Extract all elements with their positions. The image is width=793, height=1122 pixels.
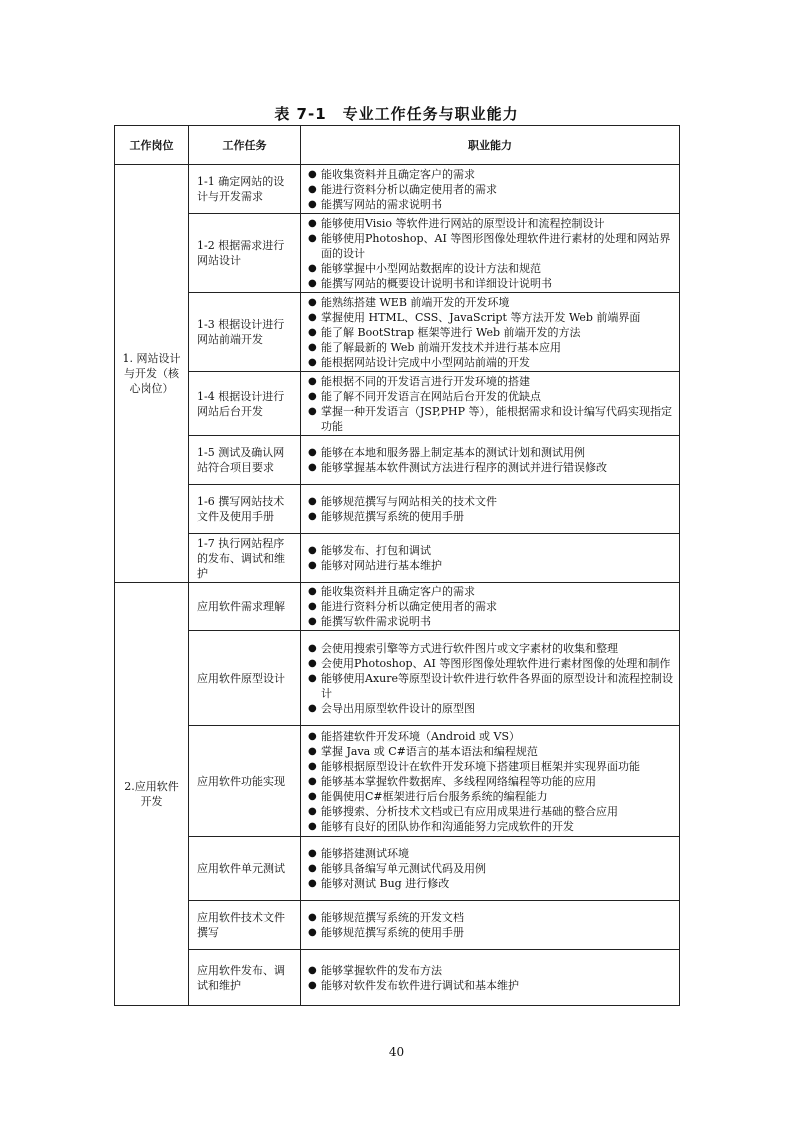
ability-cell — [301, 485, 680, 534]
ability-item — [307, 310, 675, 325]
ability-list — [307, 641, 675, 716]
bullet-icon: ● — [308, 964, 317, 976]
ability-text: 能够使用Visio 等软件进行网站的原型设计和流程控制设计 — [321, 216, 605, 230]
ability-item — [307, 876, 675, 891]
table-row — [115, 631, 680, 726]
table-row — [115, 485, 680, 534]
ability-list — [307, 543, 675, 573]
table-row — [115, 372, 680, 436]
ability-item — [307, 295, 675, 310]
ability-text: 能熟练搭建 WEB 前端开发的开发环境 — [321, 295, 510, 309]
ability-item — [307, 963, 675, 978]
bullet-icon: ● — [308, 511, 317, 522]
job-post-cell: 1. 网站设计与开发（核心岗位） — [115, 165, 189, 583]
ability-cell — [301, 950, 680, 1006]
ability-item — [307, 861, 675, 876]
ability-list — [307, 584, 675, 629]
ability-item — [307, 614, 675, 629]
ability-cell — [301, 372, 680, 436]
ability-list — [307, 963, 675, 993]
ability-text: 能够在本地和服务器上制定基本的测试计划和测试用例 — [321, 446, 585, 459]
ability-text: 会使用Photoshop、AI 等图形图像处理软件进行素材图像的处理和制作 — [321, 656, 671, 670]
bullet-icon: ● — [308, 805, 317, 817]
ability-text: 能够根据原型设计在软件开发环境下搭建项目框架并实现界面功能 — [321, 759, 640, 773]
ability-item — [307, 340, 675, 355]
ability-text: 掌握使用 HTML、CSS、JavaScript 等方法开发 Web 前端界面 — [321, 310, 641, 324]
bullet-icon: ● — [308, 462, 317, 473]
table-row — [115, 726, 680, 837]
ability-item — [307, 325, 675, 340]
ability-cell — [301, 165, 680, 214]
ability-text: 能够基本掌握软件数据库、多线程网络编程等功能的应用 — [321, 774, 596, 788]
table-header-row — [115, 126, 680, 165]
table-row — [115, 950, 680, 1006]
ability-text: 能进行资料分析以确定使用者的需求 — [321, 182, 497, 196]
bullet-icon: ● — [308, 341, 317, 353]
ability-text: 能够对网站进行基本维护 — [321, 559, 442, 572]
bullet-icon: ● — [308, 198, 317, 210]
table-row — [115, 534, 680, 583]
ability-item — [307, 910, 675, 925]
ability-item — [307, 231, 675, 261]
ability-text: 会导出用原型软件设计的原型图 — [321, 701, 475, 715]
ability-item — [307, 774, 675, 789]
bullet-icon: ● — [308, 545, 317, 556]
work-task-cell: 应用软件原型设计 — [189, 631, 301, 726]
bullet-icon: ● — [308, 296, 317, 308]
ability-text: 会使用搜索引擎等方式进行软件图片或文字素材的收集和整理 — [321, 641, 618, 655]
ability-item — [307, 389, 675, 404]
ability-item — [307, 584, 675, 599]
work-task-cell: 应用软件发布、调试和维护 — [189, 950, 301, 1006]
ability-item — [307, 404, 675, 434]
work-task-cell: 应用软件需求理解 — [189, 583, 301, 631]
ability-item — [307, 804, 675, 819]
bullet-icon: ● — [308, 217, 317, 229]
ability-item — [307, 978, 675, 993]
ability-list — [307, 295, 675, 370]
bullet-icon: ● — [308, 927, 317, 938]
ability-item — [307, 744, 675, 759]
header-post: 工作岗位 — [115, 126, 189, 165]
ability-text: 能了解不同开发语言在网站后台开发的优缺点 — [321, 389, 541, 403]
work-task-cell: 应用软件功能实现 — [189, 726, 301, 837]
bullet-icon: ● — [308, 642, 317, 654]
bullet-icon: ● — [308, 390, 317, 402]
table-row — [115, 436, 680, 485]
ability-text: 能撰写网站的概要设计说明书和详细设计说明书 — [321, 276, 552, 290]
ability-text: 能够规范撰写与网站相关的技术文件 — [321, 495, 497, 508]
work-task-cell: 1-2 根据需求进行网站设计 — [189, 214, 301, 293]
bullet-icon: ● — [308, 586, 317, 597]
ability-item — [307, 261, 675, 276]
bullet-icon: ● — [308, 262, 317, 274]
ability-text: 能够对测试 Bug 进行修改 — [321, 877, 450, 890]
ability-text: 能够规范撰写系统的开发文档 — [321, 911, 464, 924]
ability-item — [307, 671, 675, 701]
ability-text: 掌握 Java 或 C#语言的基本语法和编程规范 — [321, 744, 538, 758]
ability-item — [307, 543, 675, 558]
page-number: 40 — [388, 1045, 405, 1059]
bullet-icon: ● — [308, 672, 317, 684]
ability-item — [307, 558, 675, 573]
bullet-icon: ● — [308, 311, 317, 323]
bullet-icon: ● — [308, 820, 317, 832]
ability-text: 能够使用Axure等原型设计软件进行软件各界面的原型设计和流程控制设计 — [321, 671, 673, 700]
ability-text: 能撰写网站的需求说明书 — [321, 197, 442, 211]
table-row — [115, 901, 680, 950]
ability-text: 能够搜索、分析技术文档或已有应用成果进行基础的整合应用 — [321, 804, 618, 818]
ability-cell — [301, 293, 680, 372]
work-task-cell: 1-5 测试及确认网站符合项目要求 — [189, 436, 301, 485]
ability-list — [307, 445, 675, 475]
bullet-icon: ● — [308, 356, 317, 368]
competency-table — [114, 125, 680, 1006]
bullet-icon: ● — [308, 447, 317, 458]
ability-text: 能够使用Photoshop、AI 等图形图像处理软件进行素材的处理和网站界面的设计 — [321, 231, 671, 260]
bullet-icon: ● — [308, 405, 317, 417]
ability-item — [307, 656, 675, 671]
ability-item — [307, 182, 675, 197]
ability-text: 能根据网站设计完成中小型网站前端的开发 — [321, 355, 530, 369]
table-row — [115, 583, 680, 631]
table-row — [115, 165, 680, 214]
bullet-icon: ● — [308, 326, 317, 338]
work-task-cell: 1-7 执行网站程序的发布、调试和维护 — [189, 534, 301, 583]
ability-text: 掌握一种开发语言（JSP,PHP 等），能根据需求和设计编写代码实现指定功能 — [321, 404, 673, 433]
ability-cell — [301, 214, 680, 293]
ability-list — [307, 374, 675, 434]
ability-text: 能偶使用C#框架进行后台服务系统的编程能力 — [321, 789, 548, 803]
bullet-icon: ● — [308, 790, 317, 802]
work-task-cell: 1-6 撰写网站技术文件及使用手册 — [189, 485, 301, 534]
ability-list — [307, 494, 675, 524]
bullet-icon: ● — [308, 616, 317, 627]
ability-text: 能够搭建测试环境 — [321, 847, 409, 860]
bullet-icon: ● — [308, 496, 317, 507]
table-body — [115, 165, 680, 1006]
work-task-cell: 1-1 确定网站的设计与开发需求 — [189, 165, 301, 214]
header-ability: 职业能力 — [301, 126, 680, 165]
ability-text: 能了解最新的 Web 前端开发技术并进行基本应用 — [321, 340, 561, 354]
ability-item — [307, 494, 675, 509]
bullet-icon: ● — [308, 277, 317, 289]
bullet-icon: ● — [308, 375, 317, 387]
ability-item — [307, 789, 675, 804]
work-task-cell: 1-3 根据设计进行网站前端开发 — [189, 293, 301, 372]
ability-text: 能够发布、打包和调试 — [321, 544, 431, 557]
table-row — [115, 214, 680, 293]
ability-item — [307, 197, 675, 212]
ability-text: 能够对软件发布软件进行调试和基本维护 — [321, 978, 519, 992]
bullet-icon: ● — [308, 168, 317, 180]
ability-list — [307, 167, 675, 212]
table-row — [115, 837, 680, 901]
ability-text: 能够有良好的团队协作和沟通能努力完成软件的开发 — [321, 819, 574, 833]
ability-list — [307, 729, 675, 834]
bullet-icon: ● — [308, 912, 317, 923]
bullet-icon: ● — [308, 979, 317, 991]
ability-list — [307, 910, 675, 940]
ability-list — [307, 846, 675, 891]
ability-text: 能够掌握中小型网站数据库的设计方法和规范 — [321, 261, 541, 275]
ability-item — [307, 374, 675, 389]
ability-item — [307, 445, 675, 460]
bullet-icon: ● — [308, 745, 317, 757]
ability-text: 能够规范撰写系统的使用手册 — [321, 510, 464, 523]
ability-item — [307, 819, 675, 834]
ability-item — [307, 925, 675, 940]
ability-item — [307, 460, 675, 475]
table-row — [115, 293, 680, 372]
ability-item — [307, 729, 675, 744]
ability-item — [307, 641, 675, 656]
table-title: 表 7-1 专业工作任务与职业能力 — [274, 105, 519, 123]
ability-text: 能收集资料并且确定客户的需求 — [321, 585, 475, 598]
bullet-icon: ● — [308, 775, 317, 787]
header-task: 工作任务 — [189, 126, 301, 165]
bullet-icon: ● — [308, 560, 317, 571]
bullet-icon: ● — [308, 848, 317, 859]
work-task-cell: 应用软件单元测试 — [189, 837, 301, 901]
ability-cell — [301, 583, 680, 631]
ability-text: 能了解 BootStrap 框架等进行 Web 前端开发的方法 — [321, 325, 581, 339]
bullet-icon: ● — [308, 702, 317, 714]
ability-item — [307, 355, 675, 370]
work-task-cell: 1-4 根据设计进行网站后台开发 — [189, 372, 301, 436]
ability-text: 能搭建软件开发环境（Android 或 VS） — [321, 729, 520, 743]
ability-item — [307, 509, 675, 524]
ability-item — [307, 276, 675, 291]
ability-text: 能根据不同的开发语言进行开发环境的搭建 — [321, 374, 530, 388]
ability-list — [307, 216, 675, 291]
ability-item — [307, 216, 675, 231]
bullet-icon: ● — [308, 863, 317, 874]
bullet-icon: ● — [308, 657, 317, 669]
ability-item — [307, 599, 675, 614]
bullet-icon: ● — [308, 601, 317, 612]
bullet-icon: ● — [308, 183, 317, 195]
bullet-icon: ● — [308, 232, 317, 244]
ability-item — [307, 701, 675, 716]
work-task-cell: 应用软件技术文件撰写 — [189, 901, 301, 950]
ability-text: 能够规范撰写系统的使用手册 — [321, 926, 464, 939]
bullet-icon: ● — [308, 878, 317, 889]
ability-cell — [301, 631, 680, 726]
ability-text: 能够掌握基本软件测试方法进行程序的测试并进行错误修改 — [321, 461, 607, 474]
bullet-icon: ● — [308, 730, 317, 742]
job-post-cell: 2.应用软件开发 — [115, 583, 189, 1006]
ability-text: 能够具备编写单元测试代码及用例 — [321, 862, 486, 875]
ability-cell — [301, 534, 680, 583]
bullet-icon: ● — [308, 760, 317, 772]
ability-item — [307, 167, 675, 182]
ability-cell — [301, 837, 680, 901]
ability-text: 能进行资料分析以确定使用者的需求 — [321, 600, 497, 613]
ability-text: 能收集资料并且确定客户的需求 — [321, 167, 475, 181]
ability-item — [307, 846, 675, 861]
ability-cell — [301, 436, 680, 485]
ability-text: 能够掌握软件的发布方法 — [321, 963, 442, 977]
ability-cell — [301, 726, 680, 837]
ability-item — [307, 759, 675, 774]
ability-text: 能撰写软件需求说明书 — [321, 615, 431, 628]
ability-cell — [301, 901, 680, 950]
